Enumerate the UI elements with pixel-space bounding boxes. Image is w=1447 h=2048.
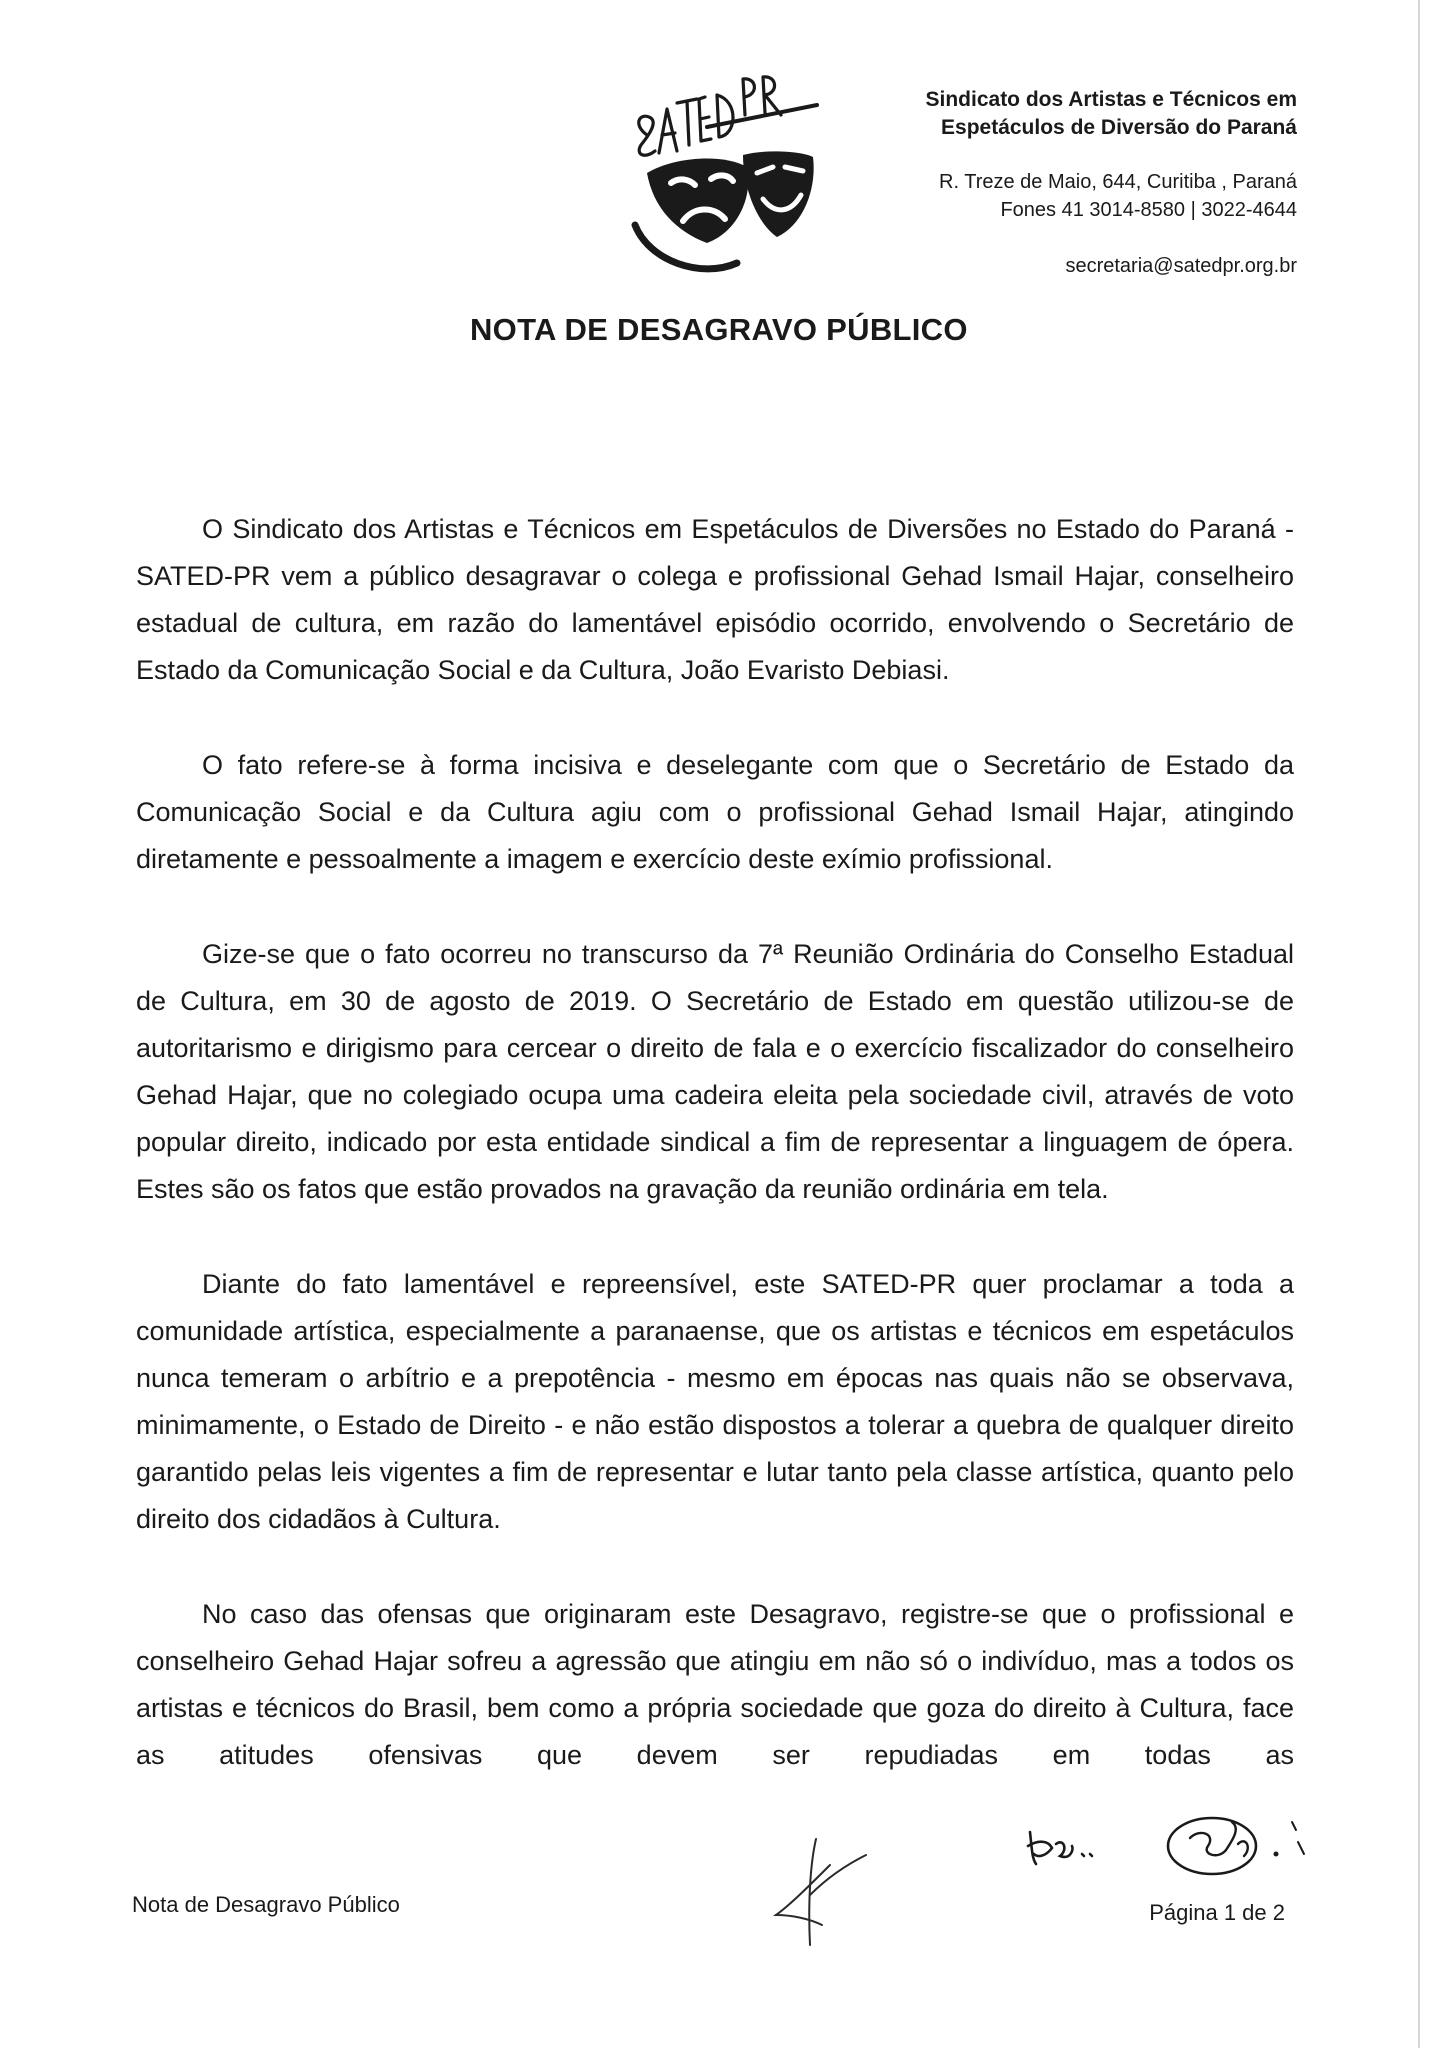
document-title: NOTA DE DESAGRAVO PÚBLICO (470, 312, 968, 347)
signature-initial-center (770, 1835, 870, 1955)
paragraph-3: Gize-se que o fato ocorreu no transcurso da 7ª Reunião Ordinária do Conselho Estadual de Cultura, em 30 de agosto de 2019. O Secretário de Estado em questão utilizou-se de autoritarismo e dirigismo para cercear o direito de fala e o exercício fiscalizador do conselheiro Gehad Hajar, que no colegiado ocupa uma cadeira eleita pela sociedade civil, através de voto popular direito, indicado por esta entidade sindical a fim de representar a linguagem de ópera. Estes são os fatos que estão provados na gravação da reunião ordinária em tela. (136, 939, 1294, 1204)
paragraph-5: No caso das ofensas que originaram este Desagravo, registre-se que o profissional e conselheiro Gehad Hajar sofreu a agressão que atingiu em não só o indivíduo, mas a todos os artistas e técnicos do Brasil, bem como a própria sociedade que goza do direito à Cultura, face as atitudes ofensivas que devem ser repudiadas em todas as (136, 1599, 1294, 1770)
footer-document-name: Nota de Desagravo Público (132, 1892, 400, 1917)
organization-header (926, 86, 1298, 280)
signature-initial-right (1022, 1820, 1102, 1870)
footer-page-number: Página 1 de 2 (1149, 1900, 1285, 1925)
org-name-line2: Espetáculos de Diversão do Paraná (941, 116, 1297, 139)
paragraph-2: O fato refere-se à forma incisiva e deselegante com que o Secretário de Estado da Comunicação Social e da Cultura agiu com o profissional Gehad Ismail Hajar, atingindo diretamente e pessoalmente a imagem e exercício deste exímio profissional. (136, 750, 1294, 874)
document-body (136, 506, 1294, 1827)
theater-masks-icon (635, 151, 814, 268)
sated-logo (625, 75, 820, 280)
org-phones: Fones 41 3014-8580 | 3022-4644 (1000, 199, 1297, 221)
paragraph-1: O Sindicato dos Artistas e Técnicos em Espetáculos de Diversões no Estado do Paraná - SATED-PR vem a público desagravar o colega e profissional Gehad Ismail Hajar, conselheiro estadual de cultura, em razão do lamentável episódio ocorrido, envolvendo o Secretário de Estado da Comunicação Social e da Cultura, João Evaristo Debiasi. (136, 514, 1294, 685)
paragraph-4: Diante do fato lamentável e repreensível, este SATED-PR quer proclamar a toda a comunidade artística, especialmente a paranaense, que os artistas e técnicos em espetáculos nunca temeram o arbítrio e a prepotência - mesmo em épocas nas quais não se observava, minimamente, o Estado de Direito - e não estão dispostos a tolerar a quebra de qualquer direito garantido pelas leis vigentes a fim de representar e lutar tanto pela classe artística, quanto pelo direito dos cidadãos à Cultura. (136, 1269, 1294, 1534)
org-name-line1: Sindicato dos Artistas e Técnicos em (925, 88, 1297, 111)
scan-edge-line (1418, 0, 1420, 2048)
org-email: secretaria@satedpr.org.br (1065, 255, 1297, 277)
org-address: R. Treze de Maio, 644, Curitiba , Paraná (939, 171, 1297, 193)
signature-loop-right (1160, 1808, 1310, 1878)
